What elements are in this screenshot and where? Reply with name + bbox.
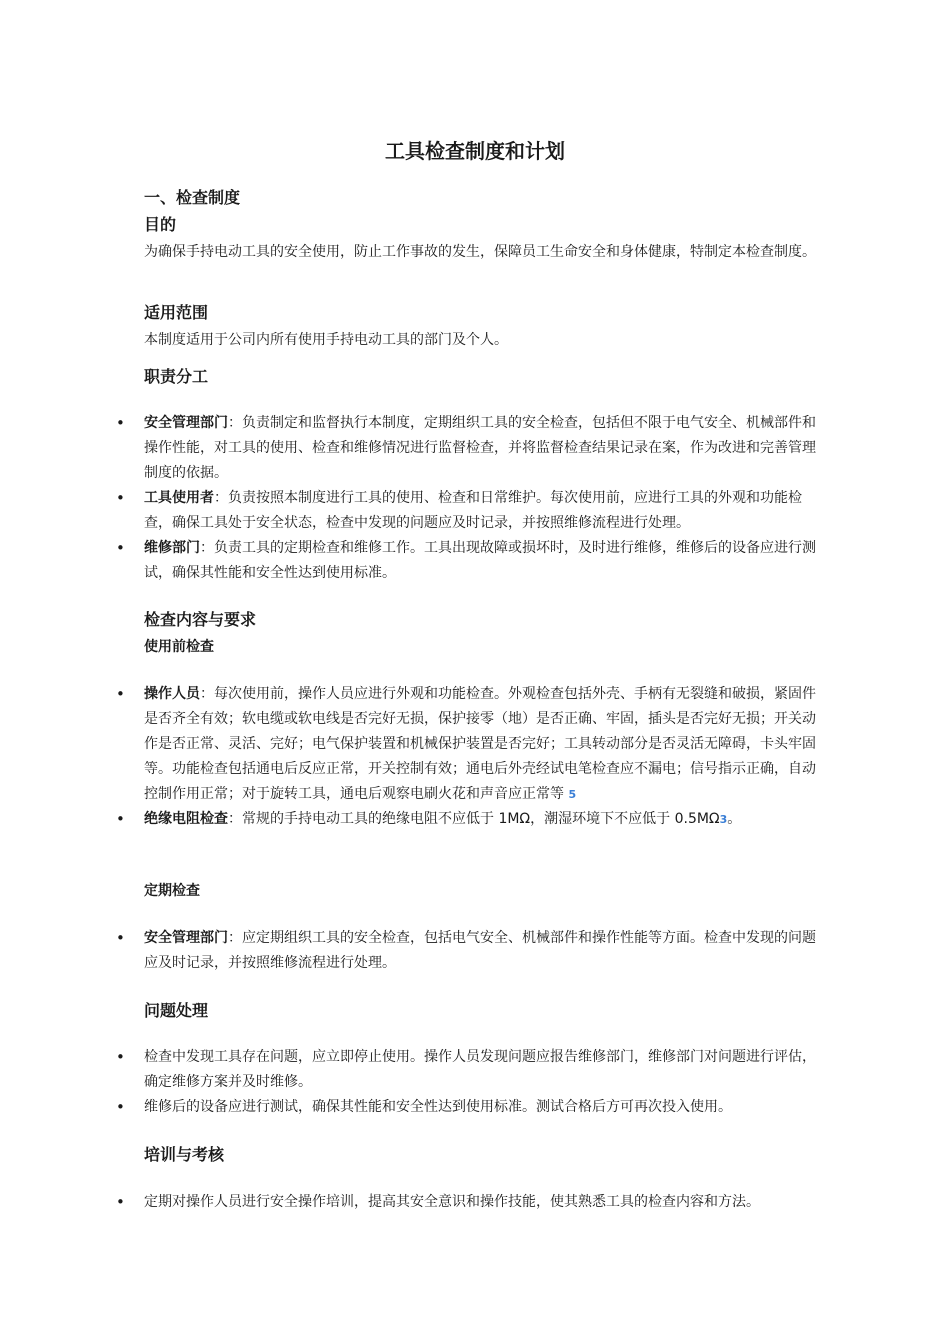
duties-list bbox=[144, 411, 819, 586]
list-item-text: ：常规的手持电动工具的绝缘电阻不应低于 1MΩ，潮湿环境下不应低于 0.5MΩ bbox=[228, 811, 720, 827]
list-item: • 检查中发现工具存在问题，应立即停止使用。操作人员发现问题应报告维修部门，维修部门对问题进行评估，确定维修方案并及时维修。 bbox=[144, 1045, 819, 1095]
problems-list bbox=[144, 1045, 819, 1120]
list-item bbox=[144, 486, 819, 536]
section-heading-inspection-system: 一、检查制度 bbox=[144, 188, 241, 207]
pre-use-list bbox=[144, 682, 819, 832]
purpose-text: 为确保手持电动工具的安全使用，防止工作事故的发生，保障员工生命安全和身体健康，特制定本检查制度。 bbox=[144, 244, 816, 260]
duties-heading: 职责分工 bbox=[144, 367, 209, 386]
list-item bbox=[144, 682, 819, 807]
list-item-lead: 维修部门 bbox=[144, 540, 200, 556]
periodic-heading: 定期检查 bbox=[144, 883, 200, 899]
list-item: • 维修后的设备应进行测试，确保其性能和安全性达到使用标准。测试合格后方可再次投入使用。 bbox=[144, 1095, 819, 1120]
list-item bbox=[144, 536, 819, 586]
list-item bbox=[144, 807, 819, 832]
list-item-tail: 。 bbox=[727, 811, 742, 827]
list-item-lead: 安全管理部门 bbox=[144, 930, 228, 946]
list-item-lead: 安全管理部门 bbox=[144, 415, 228, 431]
training-list bbox=[144, 1190, 819, 1215]
pre-use-heading: 使用前检查 bbox=[144, 639, 214, 655]
document-title: 工具检查制度和计划 bbox=[385, 139, 565, 163]
periodic-list bbox=[144, 926, 819, 976]
list-item-lead: 绝缘电阻检查 bbox=[144, 811, 228, 827]
list-item-text: ：负责制定和监督执行本制度，定期组织工具的安全检查，包括但不限于电气安全、机械部件和操作性能，对工具的使用、检查和维修情况进行监督检查，并将监督检查结果记录在案，作为改进和完善管理制度的依据。 bbox=[144, 415, 816, 481]
list-item-text: ：负责按照本制度进行工具的使用、检查和日常维护。每次使用前，应进行工具的外观和功能检查，确保工具处于安全状态，检查中发现的问题应及时记录，并按照维修流程进行处理。 bbox=[144, 490, 802, 531]
list-item-text: ：应定期组织工具的安全检查，包括电气安全、机械部件和操作性能等方面。检查中发现的问题应及时记录，并按照维修流程进行处理。 bbox=[144, 930, 816, 971]
list-item-text: ：每次使用前，操作人员应进行外观和功能检查。外观检查包括外壳、手柄有无裂缝和破损，紧固件是否齐全有效；软电缆或软电线是否完好无损，保护接零（地）是否正确、牢固，插头是否完好无损；开关动作是否正常、灵活、完好；电气保护装置和机械保护装置是否完好；工具转动部分是否灵活无障碍，卡头牢固等。功能检查包括通电后反应正常，开关控制有效；通电后外壳经试电笔检查应不漏电；信号指示正确，自动控制作用正常；对于旋转工具，通电后观察电刷火花和声音应正常等 bbox=[144, 686, 816, 802]
list-item: • 定期对操作人员进行安全操作培训，提高其安全意识和操作技能，使其熟悉工具的检查内容和方法。 bbox=[144, 1190, 819, 1215]
list-item bbox=[144, 411, 819, 486]
list-item-lead: 操作人员 bbox=[144, 686, 200, 702]
purpose-heading: 目的 bbox=[144, 215, 177, 234]
list-item-lead: 工具使用者 bbox=[144, 490, 214, 506]
scope-heading: 适用范围 bbox=[144, 303, 209, 322]
content-heading: 检查内容与要求 bbox=[144, 610, 257, 629]
reference-marker[interactable]: 3 bbox=[719, 813, 728, 826]
list-item bbox=[144, 926, 819, 976]
problems-heading: 问题处理 bbox=[144, 1001, 209, 1020]
list-item-text: ：负责工具的定期检查和维修工作。工具出现故障或损坏时，及时进行维修，维修后的设备应进行测试，确保其性能和安全性达到使用标准。 bbox=[144, 540, 816, 581]
training-heading: 培训与考核 bbox=[144, 1145, 225, 1164]
reference-marker[interactable]: 5 bbox=[568, 788, 577, 801]
scope-text: 本制度适用于公司内所有使用手持电动工具的部门及个人。 bbox=[144, 332, 508, 348]
